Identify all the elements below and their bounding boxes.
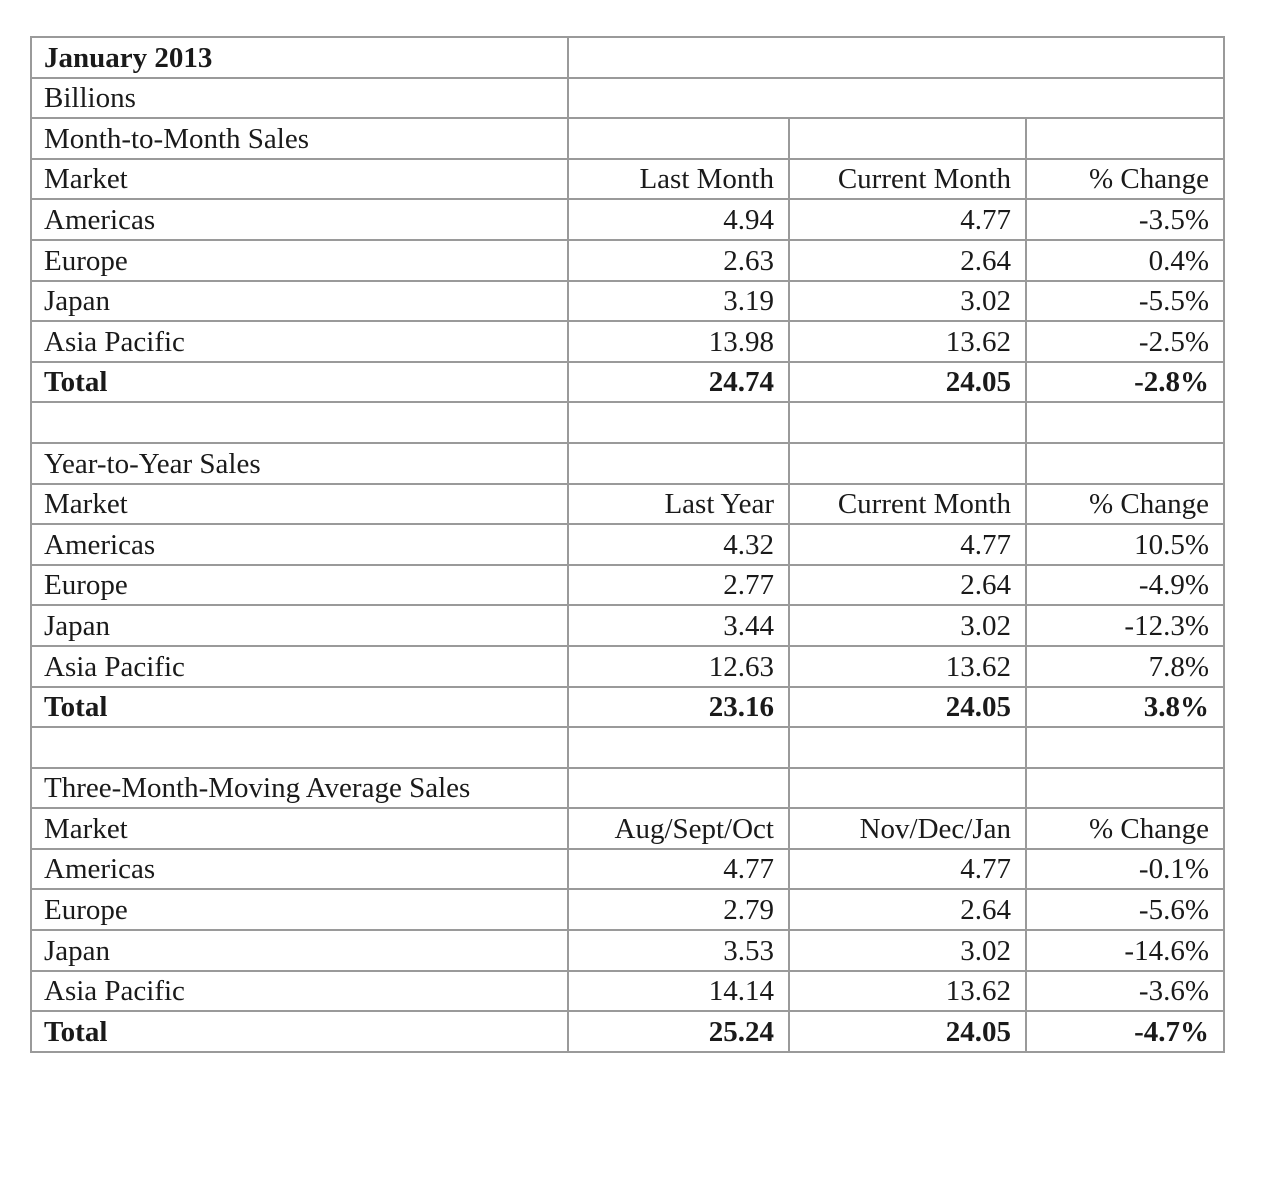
previous-value-cell: 23.16 [568,687,789,728]
previous-value-cell: 2.63 [568,240,789,281]
column-header-row [31,159,1224,200]
empty-cell [31,727,568,768]
table-row [31,646,1224,687]
previous-value-cell: 4.94 [568,199,789,240]
market-cell: Europe [31,889,568,930]
current-value-cell: 2.64 [789,240,1026,281]
current-value-cell: 13.62 [789,321,1026,362]
empty-cell [568,118,789,159]
percent-change-cell: -0.1% [1026,849,1224,890]
market-cell: Americas [31,199,568,240]
current-value-cell: 4.77 [789,849,1026,890]
previous-value-cell: 2.79 [568,889,789,930]
column-header-row [31,484,1224,525]
percent-change-cell: -4.9% [1026,565,1224,606]
table-row [31,930,1224,971]
empty-cell [568,727,789,768]
market-cell: Japan [31,605,568,646]
previous-value-cell: 4.32 [568,524,789,565]
unit-row [31,78,1224,119]
table-row [31,524,1224,565]
market-cell: Total [31,1011,568,1052]
empty-cell [789,443,1026,484]
report-title: January 2013 [31,37,568,78]
current-value-cell: 3.02 [789,930,1026,971]
total-row [31,687,1224,728]
percent-change-cell: -2.8% [1026,362,1224,403]
market-cell: Total [31,687,568,728]
current-period-column-header: Current Month [789,159,1026,200]
current-value-cell: 13.62 [789,646,1026,687]
percent-change-cell: -4.7% [1026,1011,1224,1052]
table-row [31,605,1224,646]
empty-cell [1026,443,1224,484]
current-value-cell: 2.64 [789,565,1026,606]
previous-value-cell: 13.98 [568,321,789,362]
empty-cell [31,402,568,443]
empty-cell [1026,768,1224,809]
percent-change-cell: 3.8% [1026,687,1224,728]
title-row [31,37,1224,78]
total-row [31,362,1224,403]
unit-row-empty-cell [568,78,1224,119]
percent-change-cell: 0.4% [1026,240,1224,281]
empty-cell [1026,118,1224,159]
table-row [31,849,1224,890]
percent-change-column-header: % Change [1026,808,1224,849]
current-value-cell: 24.05 [789,362,1026,403]
table-row [31,321,1224,362]
previous-period-column-header: Last Year [568,484,789,525]
market-cell: Europe [31,240,568,281]
previous-value-cell: 12.63 [568,646,789,687]
empty-cell [789,402,1026,443]
table-row [31,565,1224,606]
market-column-header: Market [31,484,568,525]
table-row [31,889,1224,930]
section-heading: Year-to-Year Sales [31,443,568,484]
spacer-row [31,402,1224,443]
sales-table-body [31,37,1224,1052]
empty-cell [789,727,1026,768]
current-value-cell: 24.05 [789,687,1026,728]
previous-value-cell: 4.77 [568,849,789,890]
percent-change-cell: -14.6% [1026,930,1224,971]
empty-cell [568,768,789,809]
market-cell: Total [31,362,568,403]
sales-table [30,36,1225,1053]
section-heading-row [31,118,1224,159]
market-cell: Asia Pacific [31,321,568,362]
section-heading-row [31,768,1224,809]
unit-label: Billions [31,78,568,119]
empty-cell [568,443,789,484]
table-row [31,199,1224,240]
current-value-cell: 3.02 [789,281,1026,322]
table-row [31,240,1224,281]
current-value-cell: 4.77 [789,524,1026,565]
current-value-cell: 2.64 [789,889,1026,930]
empty-cell [1026,727,1224,768]
current-value-cell: 4.77 [789,199,1026,240]
empty-cell [789,768,1026,809]
total-row [31,1011,1224,1052]
percent-change-cell: 10.5% [1026,524,1224,565]
market-column-header: Market [31,159,568,200]
percent-change-cell: -2.5% [1026,321,1224,362]
section-heading: Month-to-Month Sales [31,118,568,159]
current-period-column-header: Current Month [789,484,1026,525]
current-value-cell: 13.62 [789,971,1026,1012]
percent-change-column-header: % Change [1026,484,1224,525]
empty-cell [789,118,1026,159]
percent-change-column-header: % Change [1026,159,1224,200]
percent-change-cell: -3.6% [1026,971,1224,1012]
market-cell: Europe [31,565,568,606]
market-cell: Americas [31,524,568,565]
empty-cell [1026,402,1224,443]
current-value-cell: 3.02 [789,605,1026,646]
percent-change-cell: -3.5% [1026,199,1224,240]
percent-change-cell: -12.3% [1026,605,1224,646]
market-cell: Japan [31,281,568,322]
section-heading: Three-Month-Moving Average Sales [31,768,568,809]
section-heading-row [31,443,1224,484]
current-period-column-header: Nov/Dec/Jan [789,808,1026,849]
spacer-row [31,727,1224,768]
market-column-header: Market [31,808,568,849]
market-cell: Asia Pacific [31,646,568,687]
current-value-cell: 24.05 [789,1011,1026,1052]
percent-change-cell: -5.5% [1026,281,1224,322]
market-cell: Americas [31,849,568,890]
previous-value-cell: 3.44 [568,605,789,646]
previous-value-cell: 24.74 [568,362,789,403]
column-header-row [31,808,1224,849]
previous-period-column-header: Aug/Sept/Oct [568,808,789,849]
percent-change-cell: 7.8% [1026,646,1224,687]
previous-value-cell: 25.24 [568,1011,789,1052]
table-row [31,971,1224,1012]
percent-change-cell: -5.6% [1026,889,1224,930]
title-row-empty-cell [568,37,1224,78]
previous-period-column-header: Last Month [568,159,789,200]
previous-value-cell: 3.53 [568,930,789,971]
table-row [31,281,1224,322]
previous-value-cell: 3.19 [568,281,789,322]
previous-value-cell: 2.77 [568,565,789,606]
empty-cell [568,402,789,443]
market-cell: Asia Pacific [31,971,568,1012]
previous-value-cell: 14.14 [568,971,789,1012]
market-cell: Japan [31,930,568,971]
